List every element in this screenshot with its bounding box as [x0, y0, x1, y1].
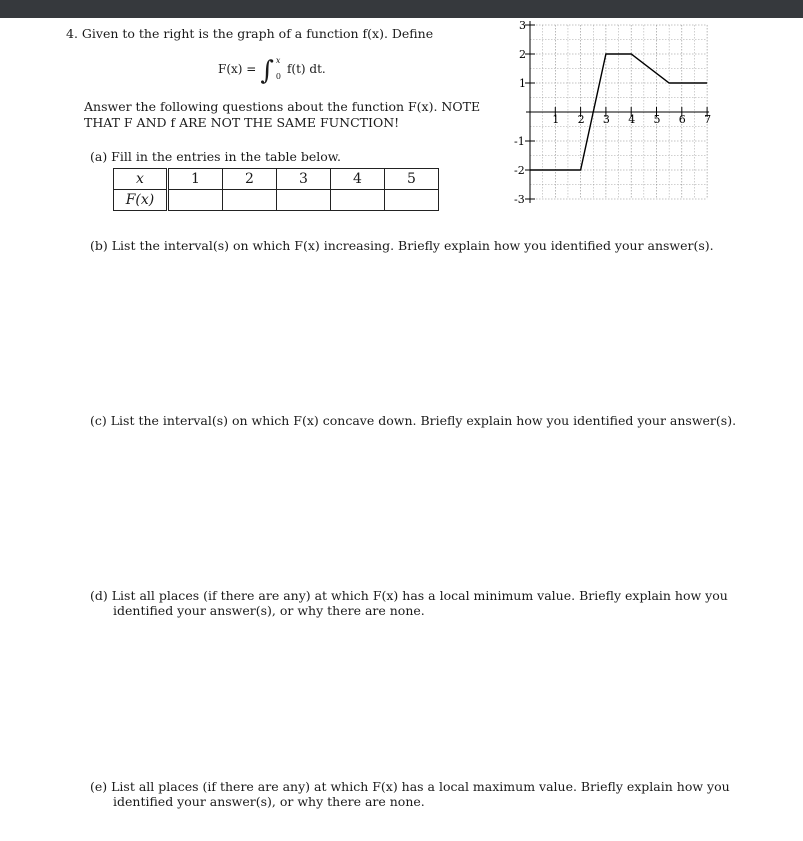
table-row-x: [114, 169, 439, 190]
lower-limit: 0: [275, 72, 281, 81]
fx-cell[interactable]: [223, 190, 277, 211]
table-row-fx: [114, 190, 439, 211]
x-tick-label: 1: [552, 113, 560, 126]
integral-limits: [276, 56, 281, 82]
definition-lhs: F(x) =: [218, 62, 257, 76]
fx-cell[interactable]: [385, 190, 439, 211]
fx-cell[interactable]: [277, 190, 331, 211]
part-e-prompt-line-2: identified your answer(s), or why there are none.: [113, 794, 425, 809]
y-tick-label: 1: [519, 77, 526, 90]
values-table: [113, 168, 439, 211]
definition-equation: [218, 56, 326, 86]
problem-intro-text: Given to the right is the graph of a function f(x). Define: [81, 26, 434, 41]
x-tick-label: 4: [628, 113, 636, 126]
y-tick-label: 2: [519, 48, 526, 61]
x-tick-label: 6: [678, 113, 686, 126]
part-c-prompt: (c) List the interval(s) on which F(x) concave down. Briefly explain how you identified your answer(s).: [90, 413, 737, 428]
top-bar: [0, 0, 803, 18]
x-cell: 4: [331, 169, 385, 190]
x-cell: 5: [385, 169, 439, 190]
fx-header: F(x): [114, 190, 168, 211]
y-tick-label: -3: [514, 193, 525, 206]
y-tick-label: -1: [514, 135, 525, 148]
problem-number: 4.: [66, 26, 78, 41]
integrand: f(t) dt.: [286, 62, 326, 76]
integral-sign: ∫: [260, 56, 274, 86]
note-line-2: THAT F AND f ARE NOT THE SAME FUNCTION!: [84, 115, 400, 130]
part-d-prompt-line-2: identified your answer(s), or why there are none.: [113, 603, 425, 618]
function-graph: [508, 19, 712, 206]
part-e-prompt-line-1: (e) List all places (if there are any) at which F(x) has a local maximum value. Briefly explain how you: [90, 779, 730, 794]
part-b-prompt: (b) List the interval(s) on which F(x) increasing. Briefly explain how you identified your answer(s).: [90, 238, 714, 253]
x-cell: 1: [168, 169, 223, 190]
x-tick-label: 2: [577, 113, 585, 126]
part-a-prompt: (a) Fill in the entries in the table below.: [90, 149, 341, 164]
fx-cell[interactable]: [168, 190, 223, 211]
x-tick-label: 5: [653, 113, 661, 126]
problem-intro: [66, 26, 433, 41]
x-tick-label: 3: [602, 113, 610, 126]
part-d-prompt-line-1: (d) List all places (if there are any) at which F(x) has a local minimum value. Briefly explain how you: [90, 588, 728, 603]
x-tick-label: 7: [704, 113, 712, 126]
x-cell: 2: [223, 169, 277, 190]
note-line-1: Answer the following questions about the function F(x). NOTE: [84, 99, 481, 114]
x-cell: 3: [277, 169, 331, 190]
y-tick-label: -2: [514, 164, 525, 177]
upper-limit: x: [275, 56, 281, 65]
x-header: x: [114, 169, 168, 190]
fx-cell[interactable]: [331, 190, 385, 211]
y-tick-label: 3: [519, 19, 526, 32]
